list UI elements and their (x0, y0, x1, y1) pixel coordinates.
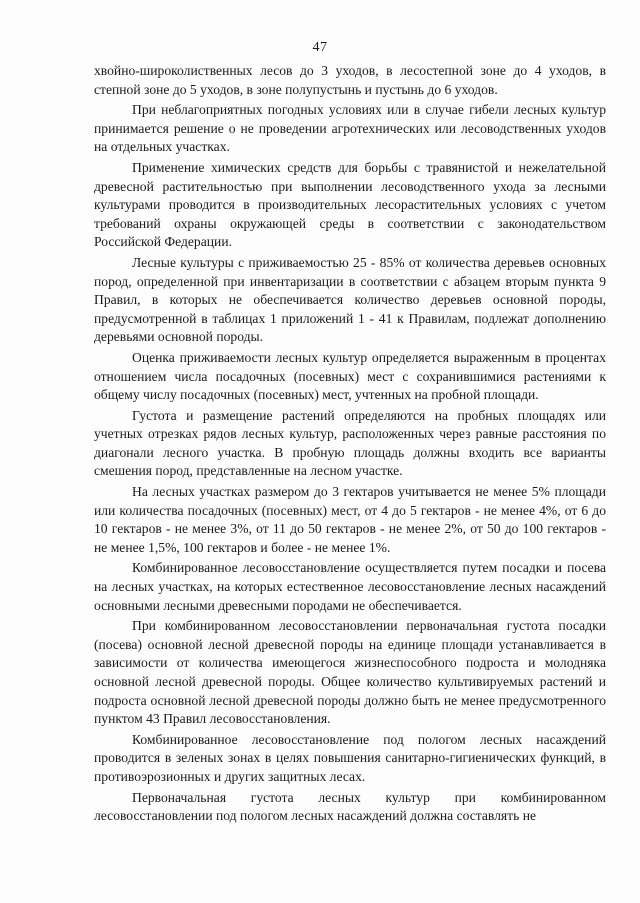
paragraph-10: Комбинированное лесовосстановление под пологом лесных насаждений проводится в зеленых зонах в целях повышения санитарно-гигиенических функций, в противоэрозионных и других защитных лесах. (94, 731, 606, 784)
paragraph-9: При комбинированном лесовосстановлении первоначальная густота посадки (посева) основной лесной древесной породы на единице площади устанавливается в зависимости от количества имеющегося жизнеспособного подроста и молодняка основной лесной древесной породы. Общее количество культивируемых растений и подроста основной лесной древесной породы должно быть не менее предусмотренного пунктом 43 Правил лесовосстановления. (94, 618, 606, 727)
paragraph-11: Первоначальная густота лесных культур при комбинированном лесовосстановлении под пологом лесных насаждений должна составлять не (94, 789, 606, 824)
paragraph-6: Густота и размещение растений определяются на пробных площадях или учетных отрезках рядов лесных культур, расположенных через равные расстояния по диагонали лесного участка. В пробную площадь должны входить все варианты смешения пород, представленные на лесном участке. (94, 407, 606, 479)
paragraph-5: Оценка приживаемости лесных культур определяется выраженным в процентах отношением числа посадочных (посевных) мест с сохранившимися растениями к общему числу посадочных (посевных) мест, учтенных на пробной площади. (94, 349, 606, 403)
document-body (94, 62, 606, 826)
paragraph-4: Лесные культуры с приживаемостью 25 - 85% от количества деревьев основных пород, определенной при инвентаризации в соответствии с абзацем вторым пункта 9 Правил, в которых не обеспечивается количество деревьев основной породы, предусмотренной в таблицах 1 приложений 1 - 41 к Правилам, подлежат дополнению деревьями основной породы. (94, 254, 606, 345)
paragraph-1: хвойно-широколиственных лесов до 3 уходов, в лесостепной зоне до 4 уходов, в степной зоне до 5 уходов, в зоне полупустынь и пустынь до 6 уходов. (94, 63, 606, 97)
paragraph-8: Комбинированное лесовосстановление осуществляется путем посадки и посева на лесных участках, на которых естественное лесовосстановление лесных насаждений основными лесными древесными породами не обеспечивается. (94, 560, 606, 613)
paragraph-7: На лесных участках размером до 3 гектаров учитывается не менее 5% площади или количества посадочных (посевных) мест, от 4 до 5 гектаров - не менее 4%, от 6 до 10 гектаров - не менее 3%, от 11 до 50 гектаров - не менее 2%, от 50 до 100 гектаров - не менее 1,5%, 100 гектаров и более - не менее 1%. (94, 484, 606, 555)
page-number: 47 (312, 40, 328, 55)
paragraph-3: Применение химических средств для борьбы с травянистой и нежелательной древесной растительностью при выполнении лесоводственного ухода за лесными культурами проводится в производительных лесорастительных условиях с учетом требований охраны окружающей среды в соответствии с законодательством Российской Федерации. (94, 159, 606, 250)
paragraph-2: При неблагоприятных погодных условиях или в случае гибели лесных культур принимается решение о не проведении агротехнических или лесоводственных уходов на отдельных участках. (94, 102, 606, 155)
